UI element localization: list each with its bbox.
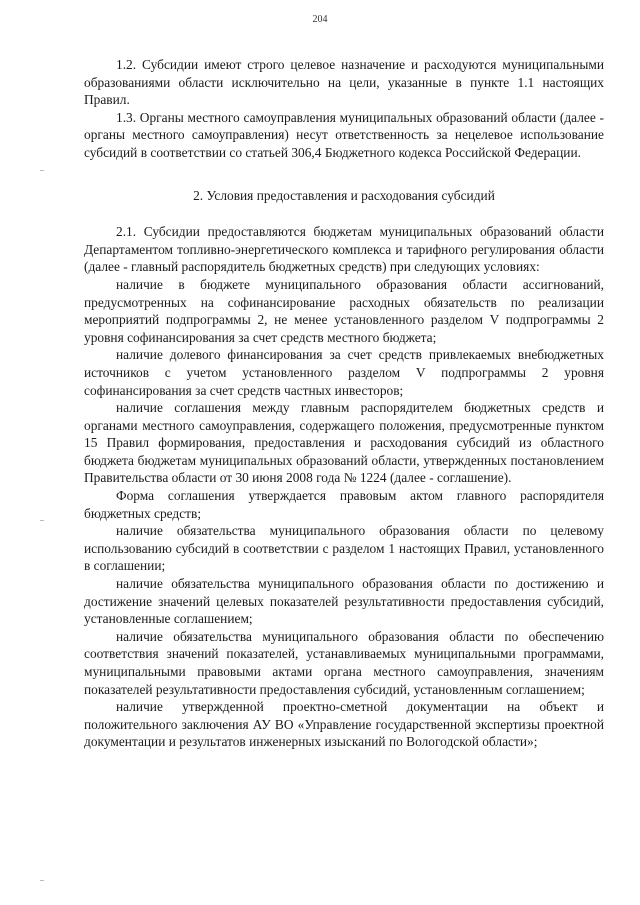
condition-6: наличие обязательства муниципального образования области по обеспечению соответствия значений показателей, устанавливаемых муниципальными программами, муниципальными правовыми актами органа местного самоуправления, значениям показателей результативности предоставления субсидий, установленным соглашением;	[84, 628, 604, 697]
condition-5: наличие обязательства муниципального образования области по достижению и достижение значений целевых показателей результативности предоставления субсидий, установленные соглашением;	[84, 576, 604, 627]
condition-7: наличие утвержденной проектно-сметной документации на объект и положительного заключения АУ ВО «Управление государственной экспертизы проектной документации и результатов инженерных изысканий по Вологодской области»;	[84, 699, 604, 750]
condition-3: наличие соглашения между главным распорядителем бюджетных средств и органами местного самоуправления, содержащего положения, предусмотренные пунктом 15 Правил формирования, предоставления и расходования субсидий из областного бюджета бюджетам муниципальных образований области, утвержденных постановлением Правительства области от 30 июня 2008 года № 1224 (далее - соглашение).	[84, 400, 604, 486]
section-2-title: 2. Условия предоставления и расходования субсидий	[193, 187, 495, 203]
condition-4: наличие обязательства муниципального образования области по целевому использованию субсидий в соответствии с разделом 1 настоящих Правил, установленного в соглашении;	[84, 523, 604, 574]
document-body	[84, 56, 604, 751]
condition-1: наличие в бюджете муниципального образования области ассигнований, предусмотренных на софинансирование расходных обязательств по реализации мероприятий подпрограммы 2, не менее установленного разделом V подпрограммы 2 уровня софинансирования за счет средств местного бюджета;	[84, 276, 604, 345]
scan-mark	[40, 520, 44, 521]
form-note: Форма соглашения утверждается правовым актом главного распорядителя бюджетных средств;	[84, 488, 604, 521]
paragraph-1-2: 1.2. Субсидии имеют строго целевое назначение и расходуются муниципальными образованиями области исключительно на цели, указанные в пункте 1.1 настоящих Правил.	[84, 57, 604, 108]
paragraph-2-1: 2.1. Субсидии предоставляются бюджетам муниципальных образований области Департаментом топливно-энергетического комплекса и тарифного регулирования области (далее - главный распорядитель бюджетных средств) при следующих условиях:	[84, 224, 604, 275]
scan-mark	[40, 880, 44, 881]
page-number: 204	[312, 14, 328, 25]
paragraph-1-3: 1.3. Органы местного самоуправления муниципальных образований области (далее - органы местного самоуправления) несут ответственность за нецелевое использование субсидий в соответствии со статьей 306,4 Бюджетного кодекса Российской Федерации.	[84, 109, 604, 160]
condition-2: наличие долевого финансирования за счет средств привлекаемых внебюджетных источников с учетом установленного разделом V подпрограммы 2 уровня софинансирования за счет средств частных инвесторов;	[84, 347, 604, 398]
scan-mark	[40, 170, 44, 171]
